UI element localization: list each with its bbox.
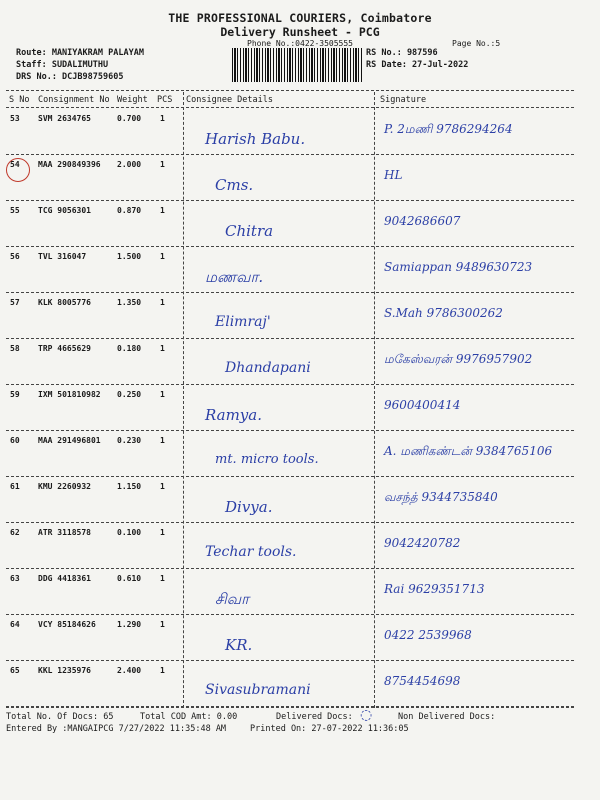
- phone-number: Phone No.:0422-3505555: [247, 39, 353, 48]
- row-pcs: 1: [160, 666, 165, 675]
- row-separator: [6, 614, 574, 615]
- col-consignment: Consignment No: [38, 95, 110, 105]
- row-pcs: 1: [160, 482, 165, 491]
- staff-label: Staff: SUDALIMUTHU: [16, 60, 109, 70]
- row-signature-handwritten: 9600400414: [384, 398, 461, 412]
- row-separator: [6, 476, 574, 477]
- row-signature-handwritten: S.Mah 9786300262: [384, 306, 503, 320]
- row-weight: 0.700: [117, 114, 142, 123]
- row-pcs: 1: [160, 114, 165, 123]
- row-separator: [6, 338, 574, 339]
- company-title: THE PROFESSIONAL COURIERS, Coimbatore: [168, 11, 432, 25]
- col-weight: Weight: [117, 95, 148, 105]
- row-consignment-no: SVM 2634765: [38, 114, 91, 123]
- row-consignment-no: DDG 4418361: [38, 574, 91, 583]
- route-label: Route: MANIYAKRAM PALAYAM: [16, 48, 144, 58]
- row-sno: 63: [10, 574, 20, 583]
- row-consignment-no: KKL 1235976: [38, 666, 91, 675]
- header-top-rule: [6, 90, 574, 91]
- row-separator: [6, 154, 574, 155]
- row-consignee-handwritten: Ramya.: [205, 406, 262, 424]
- row-consignment-no: KLK 8005776: [38, 298, 91, 307]
- rs-date: RS Date: 27-Jul-2022: [366, 60, 469, 70]
- row-consignee-handwritten: Cms.: [215, 176, 254, 194]
- row-pcs: 1: [160, 390, 165, 399]
- row-weight: 1.150: [117, 482, 142, 491]
- row-weight: 1.500: [117, 252, 142, 261]
- row-sno: 59: [10, 390, 20, 399]
- barcode-image: [232, 48, 362, 82]
- column-divider-consignee: [183, 92, 184, 708]
- row-signature-handwritten: Samiappan 9489630723: [384, 260, 533, 274]
- row-weight: 1.290: [117, 620, 142, 629]
- row-consignee-handwritten: Techar tools.: [205, 544, 297, 560]
- col-sno: S No: [9, 95, 30, 105]
- row-pcs: 1: [160, 160, 165, 169]
- row-sno: 64: [10, 620, 20, 629]
- row-separator: [6, 200, 574, 201]
- delivered-stamp-scribble: ◌: [360, 707, 373, 723]
- row-weight: 0.230: [117, 436, 142, 445]
- row-weight: 0.250: [117, 390, 142, 399]
- row-weight: 0.180: [117, 344, 142, 353]
- row-pcs: 1: [160, 206, 165, 215]
- row-signature-handwritten: 9042420782: [384, 536, 461, 550]
- row-sno: 53: [10, 114, 20, 123]
- row-consignee-handwritten: mt. micro tools.: [215, 452, 319, 467]
- row-consignment-no: TRP 4665629: [38, 344, 91, 353]
- row-weight: 1.350: [117, 298, 142, 307]
- non-delivered-docs: Non Delivered Docs:: [398, 712, 496, 722]
- row-weight: 2.400: [117, 666, 142, 675]
- row-pcs: 1: [160, 298, 165, 307]
- drs-number: DRS No.: DCJB98759605: [16, 72, 124, 82]
- row-consignee-handwritten: Chitra: [225, 222, 274, 240]
- row-sno: 54: [10, 160, 20, 169]
- row-consignment-no: TVL 316047: [38, 252, 87, 261]
- row-consignment-no: IXM 501810982: [38, 390, 101, 399]
- row-separator: [6, 246, 574, 247]
- row-separator: [6, 384, 574, 385]
- row-consignee-handwritten: மணவா.: [205, 268, 264, 286]
- row-consignment-no: KMU 2260932: [38, 482, 91, 491]
- row-signature-handwritten: 8754454698: [384, 674, 461, 688]
- row-separator: [6, 522, 574, 523]
- column-divider-signature: [374, 92, 375, 708]
- col-consignee: Consignee Details: [186, 95, 273, 105]
- row-separator: [6, 660, 574, 661]
- row-pcs: 1: [160, 620, 165, 629]
- row-pcs: 1: [160, 574, 165, 583]
- row-pcs: 1: [160, 252, 165, 261]
- row-pcs: 1: [160, 528, 165, 537]
- col-signature: Signature: [380, 95, 427, 105]
- row-sno: 57: [10, 298, 20, 307]
- row-consignee-handwritten: Sivasubramani: [205, 682, 311, 698]
- row-consignment-no: MAA 291496801: [38, 436, 101, 445]
- col-pcs: PCS: [157, 95, 173, 105]
- row-consignment-no: ATR 3118578: [38, 528, 91, 537]
- total-cod-amount: Total COD Amt: 0.00: [140, 712, 238, 722]
- row-signature-handwritten: Rai 9629351713: [384, 582, 485, 596]
- row-sno: 56: [10, 252, 20, 261]
- row-consignee-handwritten: சிவா: [215, 590, 249, 608]
- row-sno: 65: [10, 666, 20, 675]
- row-weight: 0.100: [117, 528, 142, 537]
- row-signature-handwritten: 9042686607: [384, 214, 461, 228]
- row-signature-handwritten: P. 2மணி 9786294264: [384, 122, 513, 136]
- row-sno: 55: [10, 206, 20, 215]
- row-consignment-no: TCG 9056301: [38, 206, 91, 215]
- header-bottom-rule: [6, 107, 574, 108]
- row-consignment-no: VCY 85184626: [38, 620, 96, 629]
- row-signature-handwritten: வசந்த் 9344735840: [384, 490, 498, 504]
- row-signature-handwritten: 0422 2539968: [384, 628, 472, 642]
- row-consignee-handwritten: Dhandapani: [225, 360, 311, 376]
- row-consignee-handwritten: Elimraj': [215, 314, 271, 330]
- row-pcs: 1: [160, 436, 165, 445]
- row-signature-handwritten: A. மணிகண்டன் 9384765106: [384, 444, 553, 458]
- printed-on: Printed On: 27-07-2022 11:36:05: [250, 724, 409, 734]
- row-separator: [6, 430, 574, 431]
- row-weight: 0.610: [117, 574, 142, 583]
- page-number: Page No.:5: [452, 39, 501, 48]
- row-separator: [6, 568, 574, 569]
- total-docs: Total No. Of Docs: 65: [6, 712, 114, 722]
- entered-by: Entered By :MANGAIPCG 7/27/2022 11:35:48 AM: [6, 724, 227, 734]
- row-consignee-handwritten: Harish Babu.: [205, 130, 306, 148]
- row-weight: 0.870: [117, 206, 142, 215]
- row-sno: 58: [10, 344, 20, 353]
- row-signature-handwritten: HL: [384, 168, 403, 182]
- row-sno: 60: [10, 436, 20, 445]
- footer-rule: [6, 707, 574, 708]
- row-consignee-handwritten: Divya.: [225, 498, 273, 516]
- delivered-docs: Delivered Docs:: [276, 712, 353, 722]
- row-54-circle-mark: [6, 158, 30, 182]
- row-consignee-handwritten: KR.: [225, 636, 253, 654]
- row-pcs: 1: [160, 344, 165, 353]
- row-weight: 2.000: [117, 160, 142, 169]
- row-signature-handwritten: மகேஸ்வரன் 9976957902: [384, 352, 533, 366]
- row-sno: 61: [10, 482, 20, 491]
- rs-number: RS No.: 987596: [366, 48, 438, 58]
- row-sno: 62: [10, 528, 20, 537]
- runsheet-subtitle: Delivery Runsheet - PCG: [220, 25, 380, 39]
- row-consignment-no: MAA 290849396: [38, 160, 101, 169]
- row-separator: [6, 292, 574, 293]
